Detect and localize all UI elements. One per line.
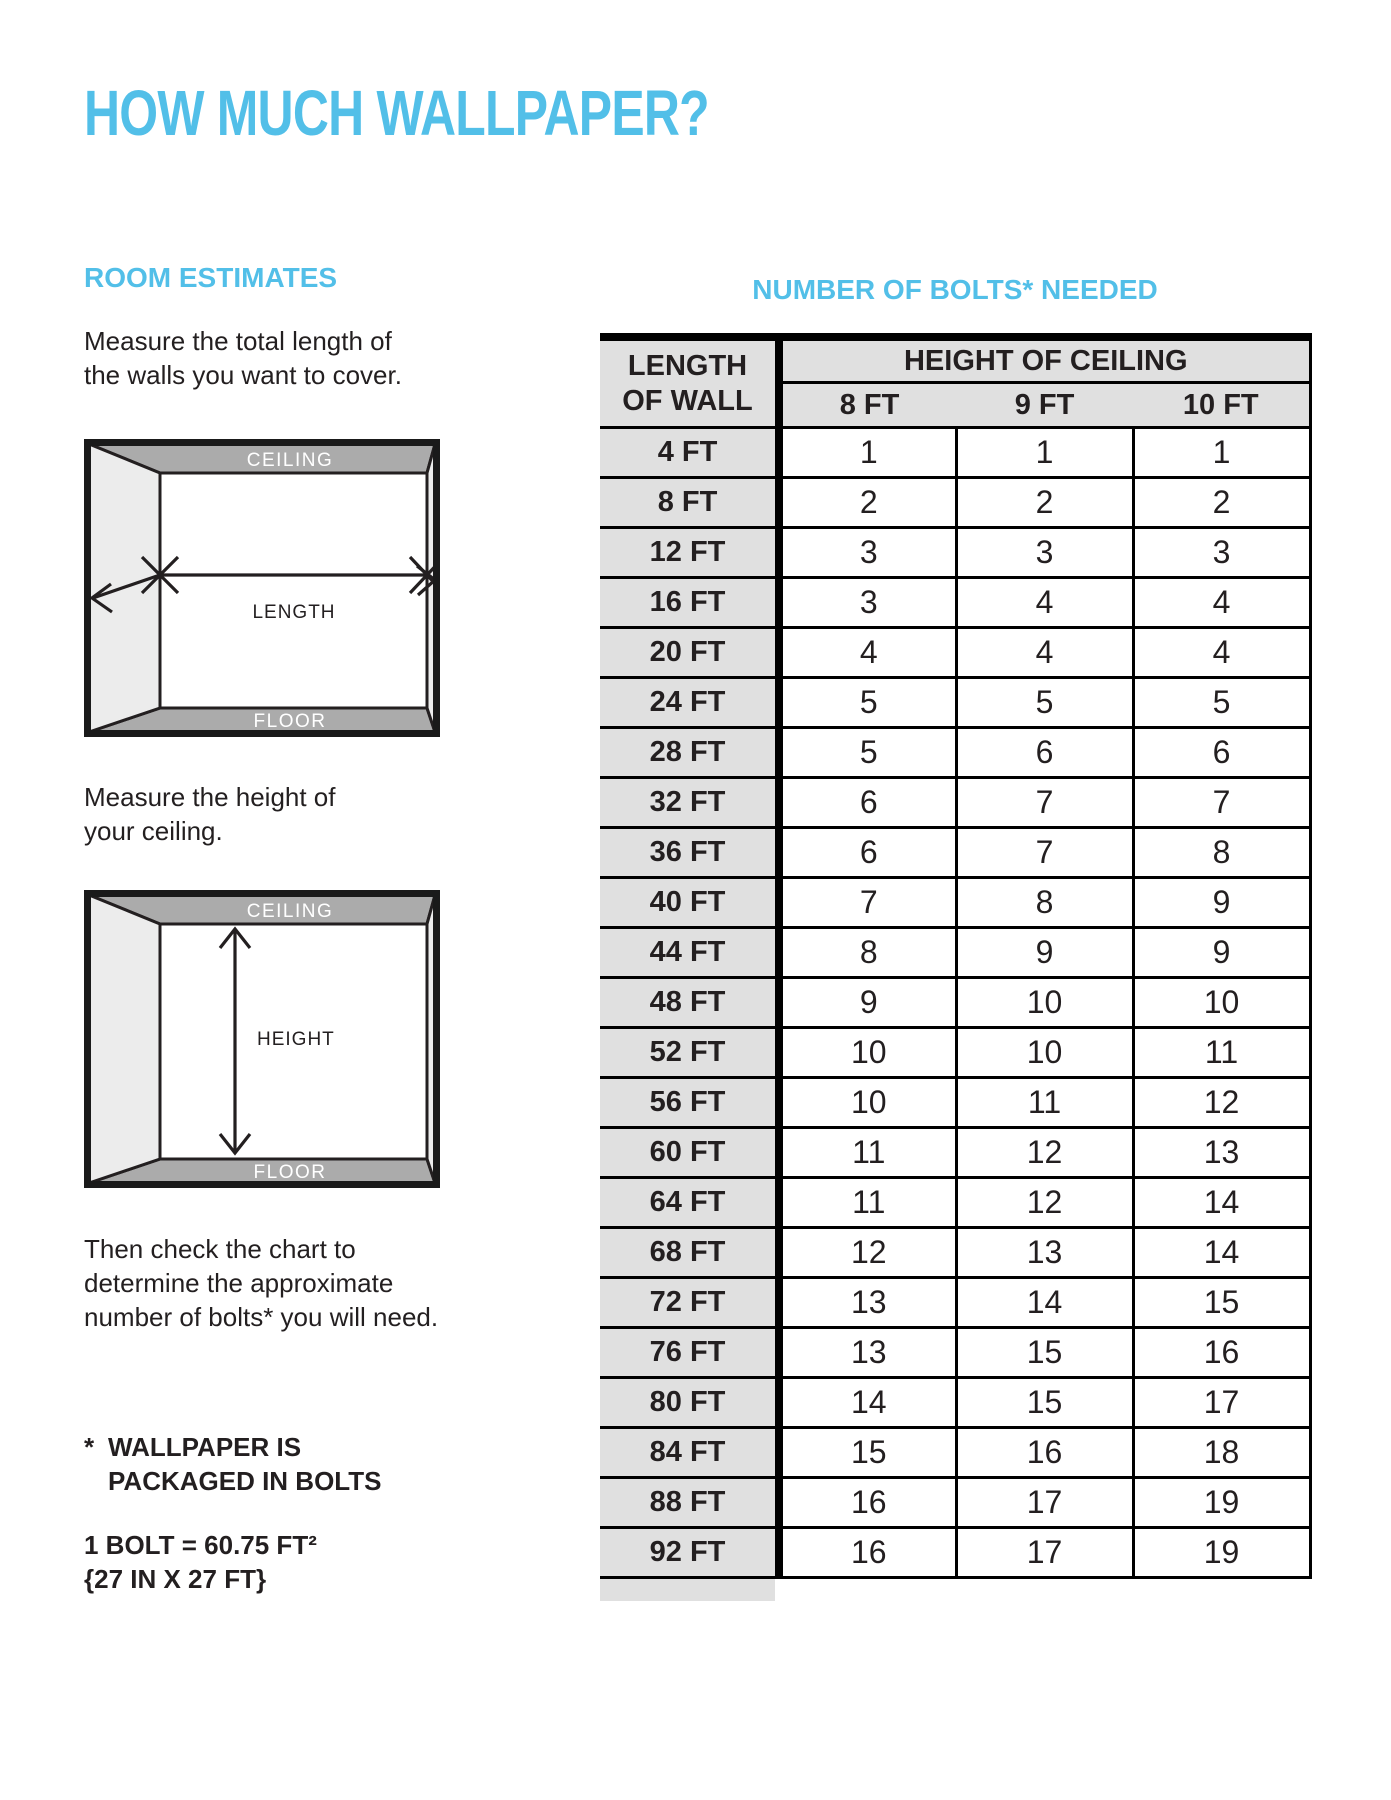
bolt-count-cell: 18 [1133,1428,1310,1478]
bolt-count-cell: 11 [779,1178,956,1228]
bolt-count-cell: 4 [956,628,1133,678]
bolt-count-cell: 3 [1133,528,1310,578]
floor-label: FLOOR [253,711,327,732]
col-header-9ft: 9 FT [956,383,1133,428]
bolt-count-cell: 14 [1133,1228,1310,1278]
bolt-count-cell: 3 [956,528,1133,578]
table-row [600,878,1310,928]
wall-length-cell: 48 FT [600,978,779,1028]
bolt-count-cell: 8 [956,878,1133,928]
bolt-count-cell: 7 [956,778,1133,828]
asterisk-marker: * [84,1432,95,1462]
bolt-count-cell: 16 [779,1478,956,1528]
bolt-count-cell: 16 [956,1428,1133,1478]
step3-line1: Then check the chart to [84,1234,356,1264]
bolt-count-cell: 4 [956,578,1133,628]
length-of-wall-header [600,337,779,428]
bolt-count-cell: 6 [1133,728,1310,778]
bolt-count-cell: 10 [1133,978,1310,1028]
wall-length-cell: 92 FT [600,1528,779,1578]
table-row [600,1528,1310,1578]
bolt-count-cell: 5 [779,678,956,728]
bolt-count-cell: 11 [779,1128,956,1178]
bolt-count-cell: 16 [1133,1328,1310,1378]
wall-length-cell: 20 FT [600,628,779,678]
step3-line2: determine the approximate [84,1268,394,1298]
table-row [600,1228,1310,1278]
bolt-count-cell: 7 [956,828,1133,878]
bolt-count-cell: 6 [956,728,1133,778]
wall-length-cell: 72 FT [600,1278,779,1328]
ceiling-label: CEILING [246,901,334,922]
table-row [600,478,1310,528]
wall-length-cell: 52 FT [600,1028,779,1078]
bolt-count-cell: 13 [779,1328,956,1378]
step3-line3: number of bolts* you will need. [84,1302,439,1332]
bolt-count-cell: 7 [1133,778,1310,828]
wall-length-cell: 32 FT [600,778,779,828]
step1-line1: Measure the total length of [84,326,392,356]
step2-line1: Measure the height of [84,782,336,812]
wall-length-cell: 56 FT [600,1078,779,1128]
bolts-table [600,333,1312,1579]
bolt-count-cell: 3 [779,528,956,578]
bolt-count-cell: 5 [1133,678,1310,728]
bolt-count-cell: 17 [956,1528,1133,1578]
bolt-spec [84,1528,317,1596]
floor-label: FLOOR [253,1162,327,1183]
bolt-count-cell: 15 [779,1428,956,1478]
bolt-count-cell: 5 [956,678,1133,728]
table-row [600,628,1310,678]
bolt-count-cell: 12 [779,1228,956,1278]
bolt-count-cell: 4 [1133,628,1310,678]
table-row [600,1378,1310,1428]
wall-length-cell: 68 FT [600,1228,779,1278]
table-row [600,778,1310,828]
footnote-line1: WALLPAPER IS [108,1432,302,1462]
bolt-count-cell: 19 [1133,1528,1310,1578]
bolt-count-cell: 10 [956,978,1133,1028]
table-row [600,1428,1310,1478]
bolt-count-cell: 10 [956,1028,1133,1078]
wall-length-cell: 28 FT [600,728,779,778]
bolt-count-cell: 9 [779,978,956,1028]
wall-length-cell: 8 FT [600,478,779,528]
wall-length-cell: 64 FT [600,1178,779,1228]
page-title: HOW MUCH WALLPAPER? [84,77,709,149]
bolt-count-cell: 4 [779,628,956,678]
bolt-count-cell: 1 [779,428,956,478]
table-row [600,928,1310,978]
step1-line2: the walls you want to cover. [84,360,402,390]
bolt-count-cell: 13 [956,1228,1133,1278]
length-measure-label: LENGTH [252,602,336,623]
table-row [600,578,1310,628]
length-diagram [84,439,440,737]
wall-length-cell: 44 FT [600,928,779,978]
bolt-count-cell: 7 [779,878,956,928]
bolt-count-cell: 6 [779,828,956,878]
footnote-line2: PACKAGED IN BOLTS [108,1466,382,1496]
table-row [600,1328,1310,1378]
table-row [600,828,1310,878]
bolt-count-cell: 15 [1133,1278,1310,1328]
wall-length-cell: 84 FT [600,1428,779,1478]
height-measure-label: HEIGHT [257,1029,335,1050]
bolt-count-cell: 1 [956,428,1133,478]
step2-text [84,780,336,848]
bolt-count-cell: 12 [956,1128,1133,1178]
table-row [600,1078,1310,1128]
bolt-count-cell: 15 [956,1328,1133,1378]
bolt-count-cell: 12 [1133,1078,1310,1128]
bolt-count-cell: 2 [779,478,956,528]
table-row [600,1028,1310,1078]
bolts-table-body [600,428,1310,1578]
col-header-10ft: 10 FT [1133,383,1310,428]
wall-length-cell: 60 FT [600,1128,779,1178]
bolt-count-cell: 4 [1133,578,1310,628]
table-row [600,1178,1310,1228]
table-row [600,728,1310,778]
bolt-count-cell: 15 [956,1378,1133,1428]
bolt-count-cell: 10 [779,1028,956,1078]
bolt-count-cell: 17 [956,1478,1133,1528]
bolt-count-cell: 3 [779,578,956,628]
bolt-count-cell: 11 [1133,1028,1310,1078]
wall-length-cell: 4 FT [600,428,779,478]
wall-length-cell: 76 FT [600,1328,779,1378]
bolt-count-cell: 9 [1133,928,1310,978]
step3-text [84,1232,438,1334]
bolt-count-cell: 14 [956,1278,1133,1328]
bolt-count-cell: 8 [1133,828,1310,878]
wall-length-cell: 12 FT [600,528,779,578]
table-footer-gray-strip [600,1579,775,1601]
bolt-count-cell: 1 [1133,428,1310,478]
bolt-count-cell: 12 [956,1178,1133,1228]
step1-text [84,324,402,392]
bolt-count-cell: 10 [779,1078,956,1128]
length-of-wall-line1: LENGTH [627,349,748,382]
wall-length-cell: 40 FT [600,878,779,928]
wall-length-cell: 36 FT [600,828,779,878]
ceiling-label: CEILING [246,450,334,471]
bolt-count-cell: 13 [779,1278,956,1328]
left-wall [89,895,160,1183]
room-estimates-heading: ROOM ESTIMATES [84,262,338,293]
bolt-count-cell: 16 [779,1528,956,1578]
bolt-count-cell: 9 [1133,878,1310,928]
bolt-count-cell: 19 [1133,1478,1310,1528]
col-header-8ft: 8 FT [779,383,956,428]
length-of-wall-line2: OF WALL [622,384,753,417]
bolt-count-cell: 5 [779,728,956,778]
table-row [600,428,1310,478]
table-row [600,678,1310,728]
height-of-ceiling-header: HEIGHT OF CEILING [779,337,1310,383]
bolt-count-cell: 13 [1133,1128,1310,1178]
bolt-count-cell: 2 [956,478,1133,528]
bolt-count-cell: 2 [1133,478,1310,528]
table-row [600,1128,1310,1178]
wall-length-cell: 88 FT [600,1478,779,1528]
bolt-count-cell: 9 [956,928,1133,978]
bolts-needed-heading: NUMBER OF BOLTS* NEEDED [752,274,1158,305]
table-header-row-1 [600,337,1310,383]
bolt-count-cell: 8 [779,928,956,978]
bolt-count-cell: 17 [1133,1378,1310,1428]
wall-length-cell: 16 FT [600,578,779,628]
table-row [600,528,1310,578]
height-diagram [84,890,440,1188]
table-row [600,978,1310,1028]
back-wall [160,473,427,708]
step2-line2: your ceiling. [84,816,223,846]
table-row [600,1478,1310,1528]
bolts-table-wrap [600,333,1312,1601]
bolt-count-cell: 6 [779,778,956,828]
bolt-spec-line1: 1 BOLT = 60.75 FT² [84,1530,317,1560]
bolt-count-cell: 14 [1133,1178,1310,1228]
wall-length-cell: 80 FT [600,1378,779,1428]
bolt-count-cell: 11 [956,1078,1133,1128]
wall-length-cell: 24 FT [600,678,779,728]
bolt-count-cell: 14 [779,1378,956,1428]
bolt-spec-line2: {27 IN X 27 FT} [84,1564,267,1594]
table-row [600,1278,1310,1328]
